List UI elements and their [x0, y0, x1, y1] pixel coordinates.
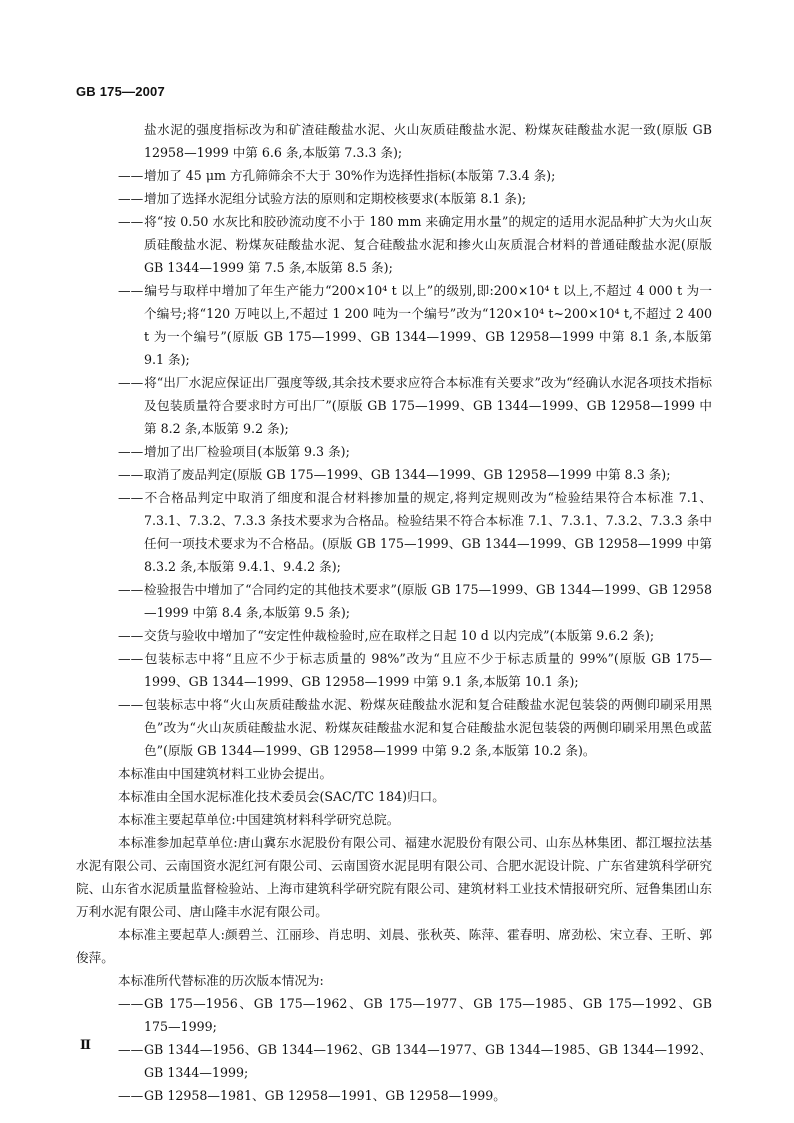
- paragraph-text: 检验报告中增加了“合同约定的其他技术要求”(原版 GB 175—1999、GB 1344—1999、GB 12958—1999 中第 8.4 条,本版第 9.5 条);: [144, 582, 712, 620]
- paragraph-text: GB 175—1956、GB 175—1962、GB 175—1977、GB 175—1985、GB 175—1992、GB 175—1999;: [144, 996, 712, 1034]
- dash-marker: ——: [118, 651, 144, 666]
- document-code-header: GB 175—2007: [76, 84, 165, 99]
- paragraph-text: 将“出厂水泥应保证出厂强度等级,其余技术要求应符合本标准有关要求”改为“经确认水泥各项技术指标及包装质量符合要求时方可出厂”(原版 GB 175—1999、GB 1344—1999、GB 12958—1999 中第 8.2 条,本版第 9.2 条);: [144, 375, 712, 436]
- paragraph-text: 盐水泥的强度指标改为和矿渣硅酸盐水泥、火山灰质硅酸盐水泥、粉煤灰硅酸盐水泥一致(原版 GB 12958—1999 中第 6.6 条,本版第 7.3.3 条);: [144, 122, 712, 160]
- list-item: [76, 992, 712, 1038]
- paragraph-text: 增加了选择水泥组分试验方法的原则和定期校核要求(本版第 8.1 条);: [144, 191, 527, 206]
- list-item: [76, 440, 712, 463]
- paragraph-text: 包装标志中将“火山灰质硅酸盐水泥、粉煤灰硅酸盐水泥和复合硅酸盐水泥包装袋的两侧印刷采用黑色”改为“火山灰质硅酸盐水泥、粉煤灰硅酸盐水泥和复合硅酸盐水泥包装袋的两侧印刷采用黑色或蓝色”(原版 GB 1344—1999、GB 12958—1999 中第 9.2 条,本版第 10.2 条)。: [144, 697, 712, 758]
- paragraph: [76, 808, 712, 831]
- list-item: [76, 371, 712, 440]
- paragraph-text: 本标准主要起草单位:中国建筑材料科学研究总院。: [118, 812, 400, 827]
- paragraph-text: GB 1344—1956、GB 1344—1962、GB 1344—1977、GB 1344—1985、GB 1344—1992、GB 1344—1999;: [144, 1042, 712, 1080]
- page-number: Ⅱ: [80, 1038, 91, 1053]
- dash-marker: ——: [118, 214, 144, 229]
- list-item: [76, 1038, 712, 1084]
- dash-marker: ——: [118, 490, 144, 505]
- paragraph-text: 本标准所代替标准的历次版本情况为:: [118, 973, 324, 988]
- paragraph-text: 不合格品判定中取消了细度和混合材料掺加量的规定,将判定规则改为“检验结果符合本标准 7.1、7.3.1、7.3.2、7.3.3 条技术要求为合格品。检验结果不符合本标准 7.1、7.3.1、7.3.2、7.3.3 条中任何一项技术要求为不合格品。(原版 GB 175—1999、GB 1344—1999、GB 12958—1999 中第 8.3.2 条,本版第 9.4.1、9.4.2 条);: [144, 490, 712, 574]
- paragraph-text: 包装标志中将“且应不少于标志质量的 98%”改为“且应不少于标志质量的 99%”(原版 GB 175—1999、GB 1344—1999、GB 12958—1999 中第 9.1 条,本版第 10.1 条);: [144, 651, 712, 689]
- dash-marker: ——: [118, 996, 144, 1011]
- paragraph-text: 增加了 45 μm 方孔筛筛余不大于 30%作为选择性指标(本版第 7.3.4 条);: [144, 168, 556, 183]
- paragraph: [76, 831, 712, 923]
- paragraph-text: 编号与取样中增加了年生产能力“200×10⁴ t 以上”的级别,即:200×10⁴ t 以上,不超过 4 000 t 为一个编号;将“120 万吨以上,不超过 1 200 吨为一个编号”改为“120×10⁴ t~200×10⁴ t,不超过 2 400 t 为一个编号”(原版 GB 175—1999、GB 1344—1999、GB 12958—1999 中第 8.1 条,本版第 9.1 条);: [144, 283, 712, 367]
- dash-marker: ——: [118, 168, 144, 183]
- paragraph-text: 增加了出厂检验项目(本版第 9.3 条);: [144, 444, 350, 459]
- paragraph: [76, 785, 712, 808]
- dash-marker: ——: [118, 444, 144, 459]
- dash-marker: ——: [118, 375, 144, 390]
- paragraph-text: 将“按 0.50 水灰比和胶砂流动度不小于 180 mm 来确定用水量”的规定的适用水泥品种扩大为火山灰质硅酸盐水泥、粉煤灰硅酸盐水泥、复合硅酸盐水泥和掺火山灰质混合材料的普通硅酸盐水泥(原版 GB 1344—1999 第 7.5 条,本版第 8.5 条);: [144, 214, 712, 275]
- paragraph-text: GB 12958—1981、GB 12958—1991、GB 12958—1999。: [144, 1088, 506, 1103]
- paragraph: [76, 969, 712, 992]
- list-item: [76, 164, 712, 187]
- list-item: [76, 210, 712, 279]
- paragraph-text: 交货与验收中增加了“安定性仲裁检验时,应在取样之日起 10 d 以内完成”(本版第 9.6.2 条);: [144, 628, 655, 643]
- paragraph-text: 本标准主要起草人:颜碧兰、江丽珍、肖忠明、刘晨、张秋英、陈萍、霍春明、席劲松、宋立春、王昕、郭俊萍。: [76, 927, 712, 965]
- list-item: [76, 279, 712, 371]
- dash-marker: ——: [118, 697, 144, 712]
- dash-marker: ——: [118, 582, 144, 597]
- list-item-continuation: [76, 118, 712, 164]
- list-item: [76, 578, 712, 624]
- dash-marker: ——: [118, 1088, 144, 1103]
- list-item: [76, 1084, 712, 1107]
- list-item: [76, 463, 712, 486]
- list-item: [76, 187, 712, 210]
- list-item: [76, 693, 712, 762]
- paragraph: [76, 923, 712, 969]
- paragraph-text: 本标准参加起草单位:唐山冀东水泥股份有限公司、福建水泥股份有限公司、山东丛林集团、都江堰拉法基水泥有限公司、云南国资水泥红河有限公司、云南国资水泥昆明有限公司、合肥水泥设计院、广东省建筑科学研究院、山东省水泥质量监督检验站、上海市建筑科学研究院有限公司、建筑材料工业技术情报研究所、冠鲁集团山东万利水泥有限公司、唐山隆丰水泥有限公司。: [76, 835, 712, 919]
- dash-marker: ——: [118, 191, 144, 206]
- paragraph-text: 取消了废品判定(原版 GB 175—1999、GB 1344—1999、GB 12958—1999 中第 8.3 条);: [144, 467, 671, 482]
- dash-marker: ——: [118, 628, 144, 643]
- document-body: [76, 118, 712, 1107]
- dash-marker: ——: [118, 283, 144, 298]
- paragraph: [76, 762, 712, 785]
- list-item: [76, 486, 712, 578]
- paragraph-text: 本标准由全国水泥标准化技术委员会(SAC/TC 184)归口。: [118, 789, 445, 804]
- dash-marker: ——: [118, 1042, 144, 1057]
- list-item: [76, 647, 712, 693]
- paragraph-text: 本标准由中国建筑材料工业协会提出。: [118, 766, 333, 781]
- list-item: [76, 624, 712, 647]
- dash-marker: ——: [118, 467, 144, 482]
